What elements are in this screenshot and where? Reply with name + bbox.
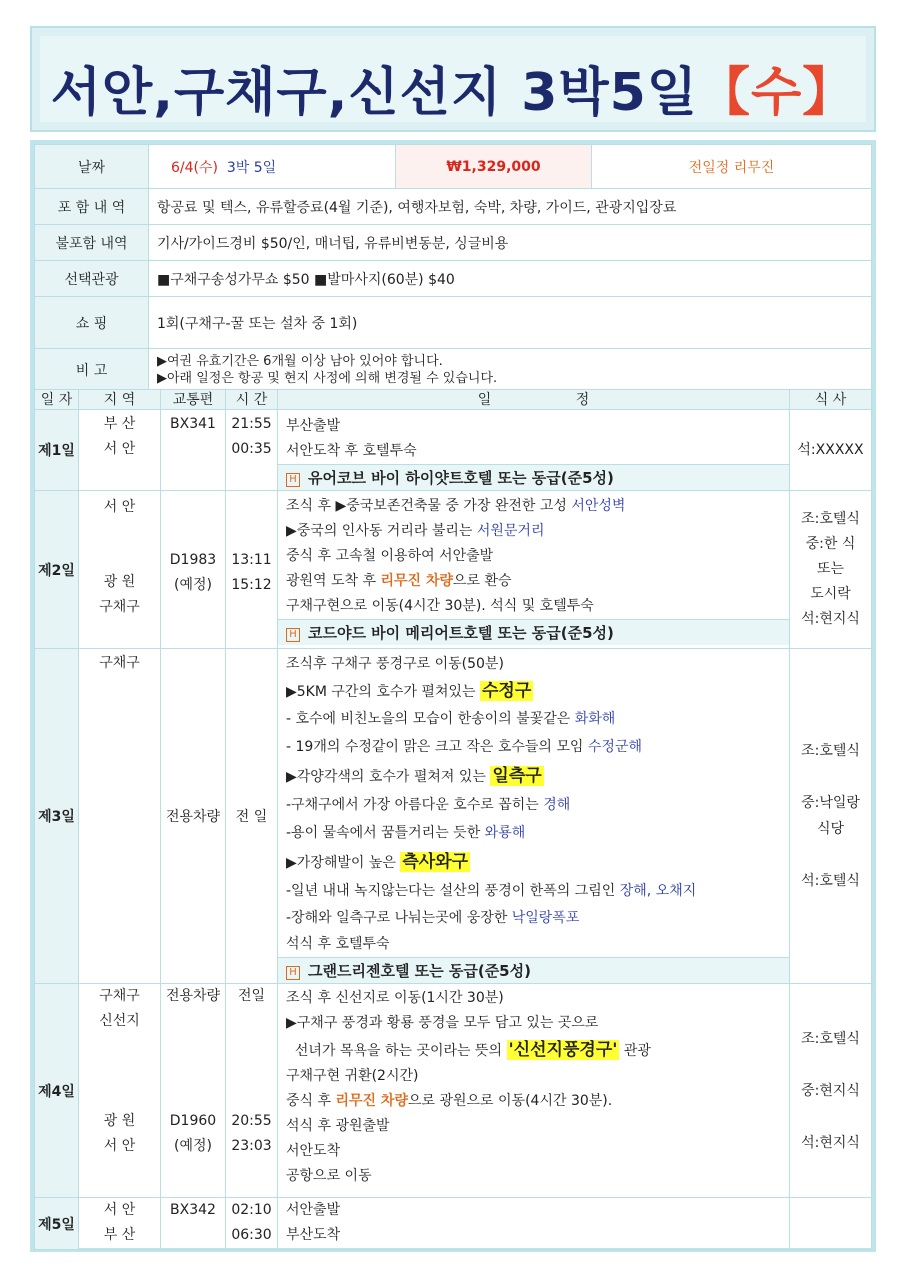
header-transport: 교통편 bbox=[161, 390, 226, 410]
transport-cell bbox=[161, 491, 226, 649]
time: 전일 bbox=[237, 988, 266, 1004]
info-label: 쇼 핑 bbox=[35, 297, 149, 349]
meal-cell bbox=[790, 1198, 872, 1250]
car-value: 전일정 리무진 bbox=[592, 145, 872, 189]
hotel-name: 그랜드리젠호텔 또는 동급(준5성) bbox=[308, 962, 531, 980]
plan-line: 공항으로 이동 bbox=[286, 1168, 372, 1184]
title-day: 【수】 bbox=[698, 63, 856, 123]
transport: (예정) bbox=[174, 577, 212, 593]
meal: 식당 bbox=[816, 821, 845, 837]
plan-line: 서안출발 bbox=[286, 1202, 341, 1218]
plan-line: 서안도착 bbox=[286, 1143, 341, 1159]
info-value: 기사/가이드경비 $50/인, 매너팁, 유류비변동분, 싱글비용 bbox=[149, 225, 872, 261]
info-row-shopping bbox=[35, 297, 872, 349]
info-row-optional bbox=[35, 261, 872, 297]
time: 21:55 bbox=[231, 416, 272, 432]
nights-value: 3박 5일 bbox=[226, 159, 277, 176]
time: 15:12 bbox=[231, 577, 272, 593]
meal: 조:호텔식 bbox=[801, 511, 860, 527]
date-label: 날짜 bbox=[35, 145, 149, 189]
transport: BX342 bbox=[170, 1202, 216, 1218]
meal: 또는 bbox=[816, 561, 845, 577]
header-region: 지 역 bbox=[79, 390, 161, 410]
date-cell bbox=[149, 145, 396, 189]
region: 구채구 bbox=[99, 988, 140, 1004]
hotel-line bbox=[278, 464, 789, 490]
header-day: 일 자 bbox=[35, 390, 79, 410]
transport-cell bbox=[161, 984, 226, 1198]
region-cell bbox=[79, 984, 161, 1198]
header-meal: 식 사 bbox=[790, 390, 872, 410]
meal: 석:XXXXX bbox=[797, 441, 864, 458]
day-label: 제5일 bbox=[35, 1198, 79, 1250]
title-main: 서안,구채구,신선지 3박5일 bbox=[50, 63, 699, 123]
plan-line: 서안도착 후 호텔투숙 bbox=[286, 443, 417, 459]
meal-cell bbox=[790, 984, 872, 1198]
meal: 중:현지식 bbox=[801, 1082, 860, 1099]
notes-cell bbox=[149, 349, 872, 391]
day-row-5 bbox=[35, 1198, 872, 1250]
plan-line: ▶가장해발이 높은 측사와구 bbox=[286, 852, 469, 872]
transport: D1960 bbox=[169, 1113, 217, 1129]
plan-line: -장해와 일측구로 나눠는곳에 웅장한 낙일랑폭포 bbox=[286, 910, 580, 926]
plan-line: ▶중국의 인사동 거리라 불리는 서원문거리 bbox=[286, 523, 545, 539]
time: 전 일 bbox=[235, 808, 268, 825]
time-cell bbox=[226, 491, 278, 649]
region-cell bbox=[79, 1198, 161, 1250]
info-row-notes bbox=[35, 349, 872, 391]
region: 광 원 bbox=[103, 574, 136, 590]
time-cell bbox=[226, 649, 278, 984]
plan-line: 구채구현으로 이동(4시간 30분). 석식 및 호텔투숙 bbox=[286, 598, 594, 614]
meal: 석:현지식 bbox=[801, 1134, 860, 1151]
plan-cell bbox=[278, 491, 790, 649]
region: 신선지 bbox=[99, 1013, 140, 1029]
plan-line: 부산출발 bbox=[286, 418, 341, 434]
day-row-1 bbox=[35, 410, 872, 491]
info-value: 항공료 및 텍스, 유류할증료(4월 기준), 여행자보험, 숙박, 차량, 가이드, 관광지입장료 bbox=[149, 189, 872, 225]
info-value: 1회(구채구-꿀 또는 설차 중 1회) bbox=[149, 297, 872, 349]
plan-line: 조식 후 신선지로 이동(1시간 30분) bbox=[286, 990, 504, 1006]
plan-cell bbox=[278, 1198, 790, 1250]
day-label: 제1일 bbox=[35, 410, 79, 491]
plan-line: 구채구현 귀환(2시간) bbox=[286, 1068, 419, 1084]
day-label: 제3일 bbox=[35, 649, 79, 984]
transport: (예정) bbox=[174, 1138, 212, 1154]
meal: 조:호텔식 bbox=[801, 743, 860, 759]
region-cell bbox=[79, 410, 161, 491]
hotel-icon: H bbox=[286, 628, 300, 642]
day-label: 제2일 bbox=[35, 491, 79, 649]
meal-cell bbox=[790, 649, 872, 984]
header-time: 시 간 bbox=[226, 390, 278, 410]
plan-line: 중식 후 리무진 차량으로 광원으로 이동(4시간 30분). bbox=[286, 1093, 613, 1109]
time: 06:30 bbox=[231, 1227, 272, 1243]
info-label: 불포함 내역 bbox=[35, 225, 149, 261]
day-row-3 bbox=[35, 649, 872, 984]
meal: 석:호텔식 bbox=[801, 873, 860, 889]
time-cell bbox=[226, 984, 278, 1198]
region: 서 안 bbox=[103, 441, 136, 457]
meal: 석:현지식 bbox=[801, 611, 860, 627]
meal: 중:낙일랑 bbox=[801, 795, 860, 811]
schedule-header bbox=[35, 390, 872, 410]
plan-cell bbox=[278, 649, 790, 984]
info-row-included bbox=[35, 189, 872, 225]
day-label: 제4일 bbox=[35, 984, 79, 1198]
transport-cell bbox=[161, 1198, 226, 1250]
title-banner-inner bbox=[40, 36, 866, 122]
plan-line: 광원역 도착 후 리무진 차량으로 환승 bbox=[286, 573, 512, 589]
info-label: 비 고 bbox=[35, 349, 149, 391]
time: 02:10 bbox=[231, 1202, 272, 1218]
header-plan: 일 정 bbox=[278, 390, 790, 410]
meal: 조:호텔식 bbox=[801, 1030, 860, 1047]
time: 23:03 bbox=[231, 1138, 272, 1154]
day-row-2 bbox=[35, 491, 872, 649]
hotel-icon: H bbox=[286, 966, 300, 980]
date-value: 6/4(수) bbox=[171, 159, 218, 176]
region: 서 안 bbox=[103, 499, 136, 515]
plan-line: 부산도착 bbox=[286, 1227, 341, 1243]
plan-cell bbox=[278, 410, 790, 491]
info-value: ■구채구송성가무쇼 $50 ■발마사지(60분) $40 bbox=[149, 261, 872, 297]
plan-line: 선녀가 목욕을 하는 곳이라는 뜻의 '신선지풍경구' 관광 bbox=[286, 1040, 651, 1060]
meal-cell bbox=[790, 410, 872, 491]
transport: D1983 bbox=[169, 552, 217, 568]
transport-cell bbox=[161, 649, 226, 984]
time-cell bbox=[226, 1198, 278, 1250]
time: 00:35 bbox=[231, 441, 272, 457]
plan-line: 석식 후 호텔투숙 bbox=[286, 936, 390, 952]
plan-line: 석식 후 광원출발 bbox=[286, 1118, 390, 1134]
region: 서 안 bbox=[103, 1138, 136, 1154]
region: 부 산 bbox=[103, 416, 136, 432]
plan-line: -용이 물속에서 꿈틀거리는 듯한 와룡해 bbox=[286, 825, 526, 841]
plan-line: - 호수에 비친노을의 모습이 한송이의 불꽃같은 화화해 bbox=[286, 711, 616, 727]
transport: 전용차량 bbox=[165, 808, 221, 825]
region: 구채구 bbox=[99, 655, 140, 671]
meal: 도시락 bbox=[810, 586, 851, 602]
plan-line: 조식 후 ▶중국보존건축물 중 가장 완전한 고성 서안성벽 bbox=[286, 498, 626, 514]
time: 20:55 bbox=[231, 1113, 272, 1129]
hotel-line bbox=[278, 957, 789, 983]
hotel-name: 코드야드 바이 메리어트호텔 또는 동급(준5성) bbox=[308, 624, 614, 642]
price-value: ₩1,329,000 bbox=[396, 145, 592, 189]
meal-cell bbox=[790, 491, 872, 649]
hotel-name: 유어코브 바이 하이얏트호텔 또는 동급(준5성) bbox=[308, 469, 614, 487]
note-line: ▶여권 유효기간은 6개월 이상 남아 있어야 합니다. bbox=[157, 353, 443, 369]
info-table bbox=[34, 144, 872, 391]
transport: 전용차량 bbox=[165, 988, 221, 1004]
hotel-line bbox=[278, 619, 789, 645]
plan-line: ▶각양각색의 호수가 펼쳐져 있는 일측구 bbox=[286, 766, 542, 786]
hotel-icon: H bbox=[286, 473, 300, 487]
info-label: 포 함 내 역 bbox=[35, 189, 149, 225]
title-banner bbox=[30, 26, 876, 132]
info-row-excluded bbox=[35, 225, 872, 261]
schedule-table bbox=[34, 389, 872, 1250]
info-header-row bbox=[35, 145, 872, 189]
info-label: 선택관광 bbox=[35, 261, 149, 297]
region: 서 안 bbox=[103, 1202, 136, 1218]
transport-cell bbox=[161, 410, 226, 491]
region: 부 산 bbox=[103, 1227, 136, 1243]
page-title bbox=[40, 50, 866, 125]
transport: BX341 bbox=[170, 416, 216, 432]
plan-line: 조식후 구채구 풍경구로 이동(50분) bbox=[286, 656, 504, 672]
time: 13:11 bbox=[231, 552, 272, 568]
time-cell bbox=[226, 410, 278, 491]
plan-line: ▶구채구 풍경과 황룡 풍경을 모두 담고 있는 곳으로 bbox=[286, 1015, 599, 1031]
region-cell bbox=[79, 491, 161, 649]
plan-line: - 19개의 수정같이 맑은 크고 작은 호수들의 모임 수정군해 bbox=[286, 739, 643, 755]
plan-line: 중식 후 고속철 이용하여 서안출발 bbox=[286, 548, 494, 564]
plan-line: ▶5KM 구간의 호수가 펼쳐있는 수정구 bbox=[286, 681, 532, 701]
region-cell bbox=[79, 649, 161, 984]
region: 광 원 bbox=[103, 1113, 136, 1129]
meal: 중:한 식 bbox=[805, 536, 856, 552]
plan-line: -구채구에서 가장 아름다운 호수로 꼽히는 경해 bbox=[286, 797, 571, 813]
region: 구채구 bbox=[99, 599, 140, 615]
plan-line: -일년 내내 녹지않는다는 설산의 풍경이 한폭의 그림인 장해, 오채지 bbox=[286, 883, 697, 899]
note-line: ▶아래 일정은 항공 및 현지 사정에 의해 변경될 수 있습니다. bbox=[157, 370, 498, 386]
plan-cell bbox=[278, 984, 790, 1198]
day-row-4 bbox=[35, 984, 872, 1198]
